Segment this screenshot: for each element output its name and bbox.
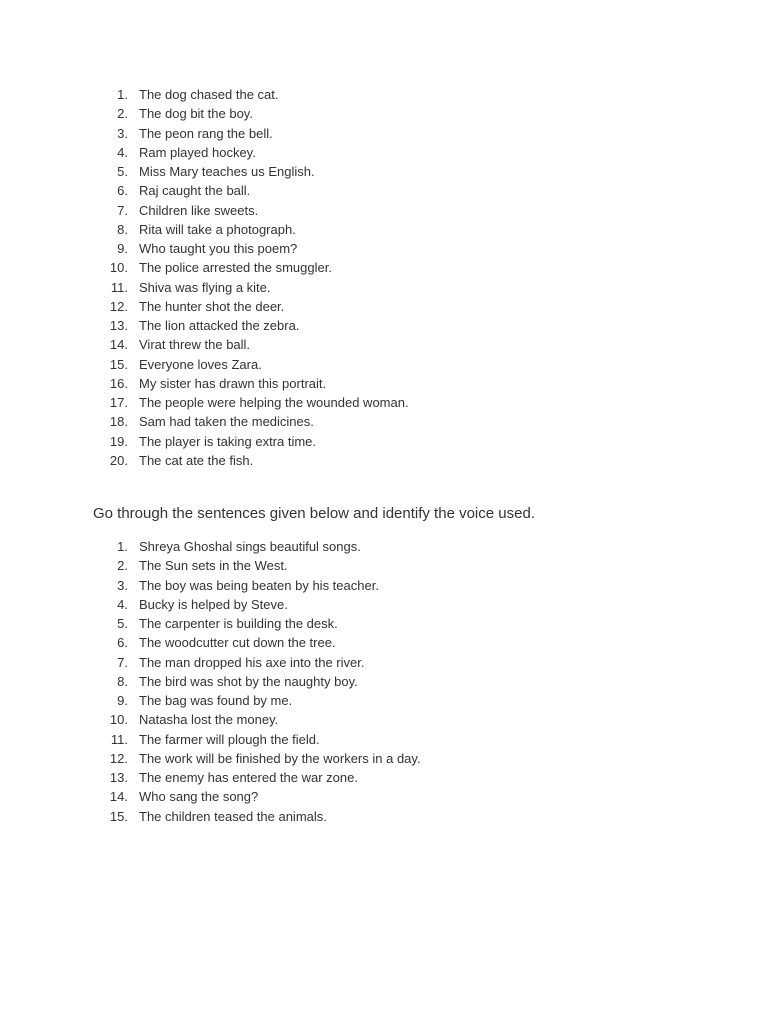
item-number: 10. — [109, 260, 128, 276]
item-number: 11. — [110, 731, 128, 747]
item-sentence: My sister has drawn this portrait. — [139, 375, 327, 391]
item-number: 12. — [109, 750, 128, 766]
item-sentence: Virat threw the ball. — [139, 337, 251, 353]
item-sentence: The carpenter is building the desk. — [139, 616, 338, 631]
item-sentence: The hunter shot the deer. — [139, 298, 285, 314]
item-number: 8. — [117, 221, 128, 237]
item-sentence: The lion attacked the zebra. — [139, 318, 300, 333]
item-sentence: The people were helping the wounded woman. — [139, 395, 409, 410]
item-number: 3. — [117, 577, 128, 593]
item-number: 2. — [117, 558, 128, 574]
item-sentence: The peon rang the bell. — [139, 125, 273, 141]
item-number: 12. — [109, 298, 128, 314]
item-sentence: The cat ate the fish. — [139, 452, 254, 468]
item-number: 4. — [117, 144, 128, 160]
item-sentence: Children like sweets. — [139, 202, 259, 218]
item-sentence: Ram played hockey. — [139, 144, 256, 160]
item-sentence: The farmer will plough the field. — [139, 731, 320, 747]
item-sentence: Raj caught the ball. — [139, 183, 251, 199]
item-sentence: The Sun sets in the West. — [139, 558, 288, 574]
instruction-text: Go through the sentences given below and identify the voice used. — [93, 505, 535, 522]
item-sentence: Shreya Ghoshal sings beautiful songs. — [139, 539, 361, 554]
item-number: 5. — [117, 616, 128, 631]
item-number: 6. — [117, 635, 128, 651]
item-sentence: Sam had taken the medicines. — [139, 414, 314, 430]
item-number: 3. — [117, 125, 128, 141]
item-number: 5. — [117, 164, 128, 179]
item-number: 8. — [117, 673, 128, 689]
item-sentence: Natasha lost the money. — [139, 712, 279, 728]
item-sentence: The enemy has entered the war zone. — [139, 770, 358, 785]
item-sentence: The work will be finished by the workers in a day. — [139, 750, 421, 766]
item-number: 10. — [109, 712, 128, 728]
item-number: 1. — [117, 539, 128, 554]
item-number: 19. — [109, 433, 128, 449]
item-number: 6. — [117, 183, 128, 199]
item-number: 4. — [117, 596, 128, 612]
item-sentence: The player is taking extra time. — [139, 433, 317, 449]
item-sentence: The children teased the animals. — [139, 808, 327, 824]
item-number: 1. — [117, 87, 128, 102]
item-number: 17. — [109, 395, 128, 410]
item-sentence: The woodcutter cut down the tree. — [139, 635, 336, 651]
item-number: 11. — [110, 279, 128, 295]
item-number: 9. — [117, 241, 128, 256]
item-number: 20. — [109, 452, 128, 468]
item-sentence: The bird was shot by the naughty boy. — [139, 673, 358, 689]
item-number: 16. — [109, 375, 128, 391]
item-sentence: The boy was being beaten by his teacher. — [139, 577, 379, 593]
item-number: 15. — [109, 808, 128, 824]
item-sentence: The dog bit the boy. — [139, 106, 253, 122]
item-number: 14. — [109, 337, 128, 353]
item-number: 14. — [109, 789, 128, 805]
item-sentence: Who taught you this poem? — [139, 241, 298, 256]
item-number: 7. — [117, 654, 128, 670]
item-sentence: The man dropped his axe into the river. — [139, 654, 365, 670]
item-sentence: Everyone loves Zara. — [139, 356, 262, 372]
item-number: 13. — [109, 770, 128, 785]
item-sentence: The police arrested the smuggler. — [139, 260, 332, 276]
item-sentence: The bag was found by me. — [139, 693, 293, 708]
item-sentence: The dog chased the cat. — [139, 87, 279, 102]
item-sentence: Shiva was flying a kite. — [139, 279, 271, 295]
item-sentence: Miss Mary teaches us English. — [139, 164, 315, 179]
item-sentence: Bucky is helped by Steve. — [139, 596, 288, 612]
item-number: 9. — [117, 693, 128, 708]
item-number: 7. — [117, 202, 128, 218]
item-number: 18. — [109, 414, 128, 430]
item-sentence: Rita will take a photograph. — [139, 221, 296, 237]
item-number: 15. — [109, 356, 128, 372]
item-number: 13. — [109, 318, 128, 333]
item-number: 2. — [117, 106, 128, 122]
item-sentence: Who sang the song? — [139, 789, 259, 805]
